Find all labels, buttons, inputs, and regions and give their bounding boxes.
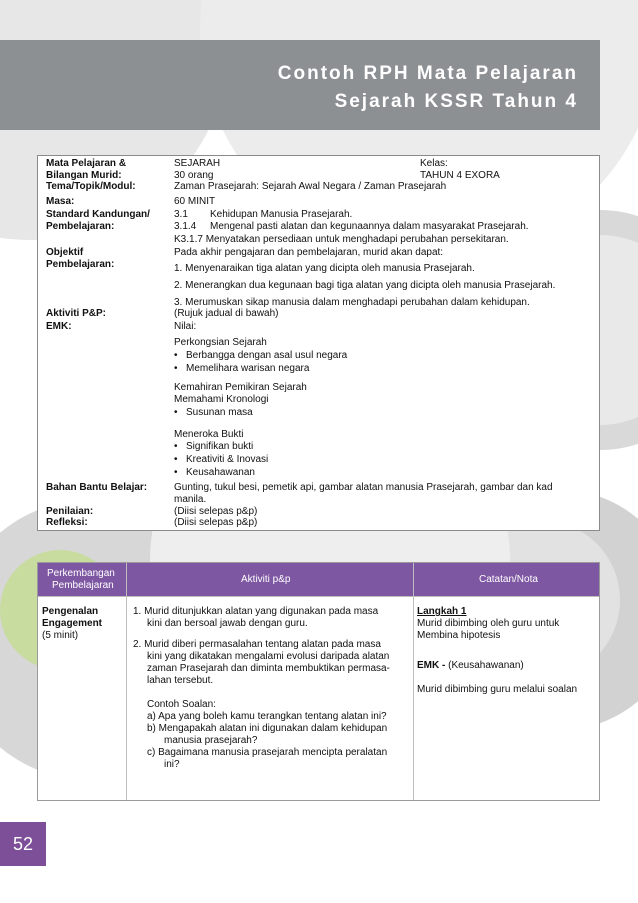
meneroka-bullet-2: • Kreativiti & Inovasi bbox=[186, 454, 268, 466]
activity-2-line-4: lahan tersebut. bbox=[147, 675, 214, 686]
meneroka-bullet-3: • Keusahawanan bbox=[186, 467, 255, 479]
masa-label: Masa: bbox=[46, 196, 75, 207]
objektif-3: 3. Merumuskan sikap manusia dalam menghadapi perubahan dalam kehidupan. bbox=[174, 297, 530, 308]
aktiviti-label: Aktiviti P&P: bbox=[46, 308, 107, 319]
nilai-bullet-2: • Memelihara warisan negara bbox=[186, 363, 309, 375]
sp-label: Pembelajaran: bbox=[46, 221, 115, 232]
kps-heading: Kemahiran Pemikiran Sejarah bbox=[174, 382, 307, 393]
note-last: Murid dibimbing guru melalui soalan bbox=[417, 684, 578, 695]
bahan-label: Bahan Bantu Belajar: bbox=[46, 482, 148, 493]
sk-code: 3.1 bbox=[174, 209, 188, 220]
header-perkembangan bbox=[38, 563, 126, 596]
note-emk-label: EMK - bbox=[417, 660, 446, 671]
sp1-code: 3.1.4 bbox=[174, 221, 197, 232]
mata-label: Mata Pelajaran & bbox=[46, 158, 127, 169]
title-line-1: Contoh RPH Mata Pelajaran bbox=[277, 63, 578, 84]
note-langkah: Langkah 1 bbox=[417, 606, 467, 617]
activity-1-line-2: kini dan bersoal jawab dengan guru. bbox=[147, 618, 308, 629]
question-b-line-2: manusia prasejarah? bbox=[164, 735, 258, 746]
refleksi-value: (Diisi selepas p&p) bbox=[174, 517, 258, 528]
header-perkembangan-line-1: Perkembangan bbox=[47, 568, 115, 579]
nilai-bullet-1: • Berbangga dengan asal usul negara bbox=[186, 350, 347, 362]
note-line-1: Murid dibimbing oleh guru untuk bbox=[417, 618, 560, 629]
header-aktiviti bbox=[126, 563, 413, 596]
header-aktiviti-label: Aktiviti p&p bbox=[241, 574, 291, 585]
stage-duration: (5 minit) bbox=[42, 630, 79, 641]
kronologi-heading: Memahami Kronologi bbox=[174, 394, 269, 405]
header-perkembangan-line-2: Pembelajaran bbox=[52, 580, 114, 591]
penilaian-value: (Diisi selepas p&p) bbox=[174, 506, 258, 517]
question-a: a) Apa yang boleh kamu terangkan tentang alatan ini? bbox=[147, 711, 387, 722]
note-emk-value: (Keusahawanan) bbox=[445, 660, 524, 671]
activity-table bbox=[37, 562, 600, 801]
bahan-line-1: Gunting, tukul besi, pemetik api, gambar alatan manusia Prasejarah, gambar dan kad bbox=[174, 482, 553, 493]
header-catatan-label: Catatan/Nota bbox=[479, 574, 538, 585]
header-divider bbox=[38, 596, 599, 597]
masa-value: 60 MINIT bbox=[174, 196, 216, 207]
stage-engagement: Engagement bbox=[42, 618, 103, 629]
header-catatan bbox=[413, 563, 599, 596]
sp1-text: Mengenal pasti alatan dan kegunaannya dalam masyarakat Prasejarah. bbox=[210, 221, 529, 232]
column-divider bbox=[126, 563, 127, 800]
activity-2-line-1: 2. Murid diberi permasalahan tentang alatan pada masa bbox=[133, 639, 381, 650]
soalan-heading: Contoh Soalan: bbox=[147, 699, 216, 710]
stage-pengenalan: Pengenalan bbox=[42, 606, 99, 617]
bahan-line-2: manila. bbox=[174, 494, 207, 505]
column-divider bbox=[413, 563, 414, 800]
sk-label: Standard Kandungan/ bbox=[46, 209, 150, 220]
penilaian-label: Penilaian: bbox=[46, 506, 94, 517]
activity-1-line-1: 1. Murid ditunjukkan alatan yang digunakan pada masa bbox=[133, 606, 379, 617]
objektif-1: 1. Menyenaraikan tiga alatan yang dicipta oleh manusia Prasejarah. bbox=[174, 263, 475, 274]
perkongsian-heading: Perkongsian Sejarah bbox=[174, 337, 267, 348]
sk-text: Kehidupan Manusia Prasejarah. bbox=[210, 209, 353, 220]
subject-value: SEJARAH bbox=[174, 158, 221, 169]
sp2-text: K3.1.7 Menyatakan persediaan untuk menghadapi perubahan persekitaran. bbox=[174, 234, 509, 245]
meneroka-bullet-1: • Signifikan bukti bbox=[186, 441, 253, 453]
kelas-value: TAHUN 4 EXORA bbox=[420, 170, 500, 181]
objektif-label-2: Pembelajaran: bbox=[46, 259, 115, 270]
students-value: 30 orang bbox=[174, 170, 214, 181]
note-line-2: Membina hipotesis bbox=[417, 630, 501, 641]
emk-label: EMK: bbox=[46, 321, 72, 332]
bilangan-label: Bilangan Murid: bbox=[46, 170, 122, 181]
objektif-label-1: Objektif bbox=[46, 247, 84, 258]
refleksi-label: Refleksi: bbox=[46, 517, 88, 528]
kelas-label: Kelas: bbox=[420, 158, 448, 169]
note-emk bbox=[417, 660, 524, 672]
question-c-line-1: c) Bagaimana manusia prasejarah mencipta peralatan bbox=[147, 747, 388, 758]
question-c-line-2: ini? bbox=[164, 759, 180, 770]
kps-bullet-1: • Susunan masa bbox=[186, 407, 253, 419]
page-number: 52 bbox=[0, 822, 46, 866]
title-line-2: Sejarah KSSR Tahun 4 bbox=[334, 91, 578, 112]
nilai-heading: Nilai: bbox=[174, 321, 197, 332]
objektif-intro: Pada akhir pengajaran dan pembelajaran, murid akan dapat: bbox=[174, 247, 444, 258]
activity-2-line-3: zaman Prasejarah dan diminta membuktikan permasa- bbox=[147, 663, 390, 674]
aktiviti-value: (Rujuk jadual di bawah) bbox=[174, 308, 279, 319]
meneroka-heading: Meneroka Bukti bbox=[174, 429, 244, 440]
question-b-line-1: b) Mengapakah alatan ini digunakan dalam kehidupan bbox=[147, 723, 388, 734]
lesson-info-box bbox=[37, 155, 600, 531]
tema-value: Zaman Prasejarah: Sejarah Awal Negara / Zaman Prasejarah bbox=[174, 181, 447, 192]
activity-2-line-2: kini yang dikatakan mengalami evolusi daripada alatan bbox=[147, 651, 390, 662]
objektif-2: 2. Menerangkan dua kegunaan bagi tiga alatan yang dicipta oleh manusia Prasejarah. bbox=[174, 280, 556, 291]
tema-label: Tema/Topik/Modul: bbox=[46, 181, 136, 192]
page-title bbox=[278, 60, 578, 116]
